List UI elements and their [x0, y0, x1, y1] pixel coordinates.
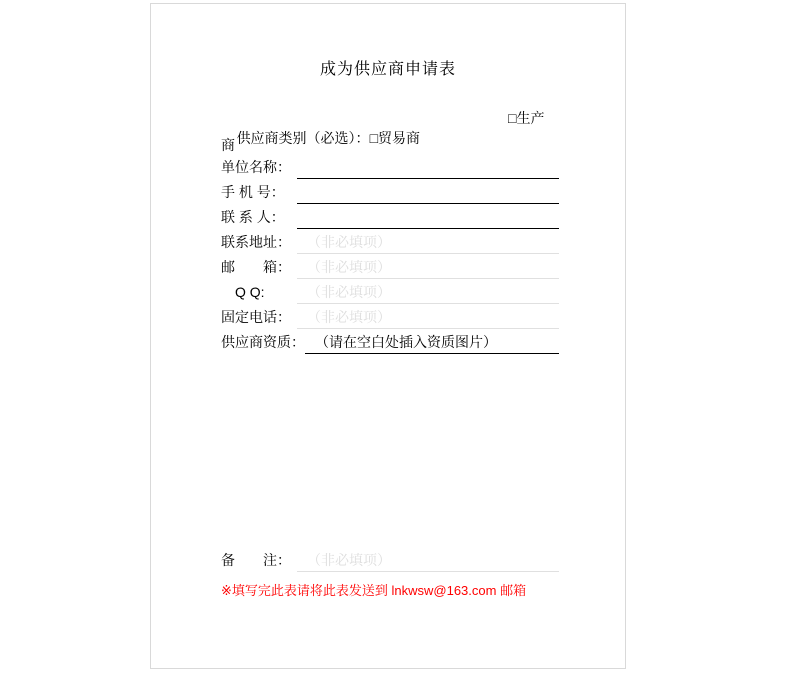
contact-person-input[interactable]: [297, 206, 559, 229]
form-row: [221, 331, 559, 354]
form-row: [221, 156, 559, 179]
company-name-input[interactable]: [297, 156, 559, 179]
producer-checkbox[interactable]: □: [508, 110, 517, 126]
form-row: [221, 231, 559, 254]
form-row: [221, 256, 559, 279]
producer-option-label-wrap: 商: [221, 137, 235, 153]
landline-input[interactable]: （非必填项）: [297, 306, 559, 329]
qualification-label: 供应商资质：: [221, 334, 305, 350]
trader-option-label: 贸易商: [378, 130, 421, 146]
contact-address-label: 联系地址：: [221, 234, 291, 250]
form-row: [221, 549, 559, 572]
mobile-number-input[interactable]: [297, 181, 559, 204]
remark-label: 备 注：: [221, 552, 291, 568]
form-title: 成为供应商申请表: [319, 61, 456, 78]
email-label: 邮 箱：: [221, 259, 291, 275]
form-row: [221, 306, 559, 329]
qq-input[interactable]: （非必填项）: [297, 281, 559, 304]
qq-label: Q Q:: [235, 284, 265, 300]
form-row: [221, 181, 559, 204]
company-name-label: 单位名称：: [221, 159, 291, 175]
contact-address-input[interactable]: （非必填项）: [297, 231, 559, 254]
landline-label: 固定电话：: [221, 309, 291, 325]
form-row: [221, 281, 559, 304]
producer-option: [508, 108, 544, 128]
form-row: [221, 206, 559, 229]
email-input[interactable]: （非必填项）: [297, 256, 559, 279]
mobile-number-label: 手 机 号：: [221, 184, 285, 200]
category-label: 供应商类别（必选）：: [236, 130, 370, 146]
remark-input[interactable]: （非必填项）: [297, 549, 559, 572]
document-page: [150, 3, 626, 669]
producer-option-label: 生产: [516, 110, 545, 126]
qualification-input[interactable]: （请在空白处插入资质图片）: [305, 331, 559, 354]
contact-person-label: 联 系 人：: [221, 209, 285, 225]
trader-checkbox[interactable]: □: [369, 130, 379, 146]
submission-note: ※填写完此表请将此表发送到 lnkwsw@163.com 邮箱: [221, 583, 527, 598]
